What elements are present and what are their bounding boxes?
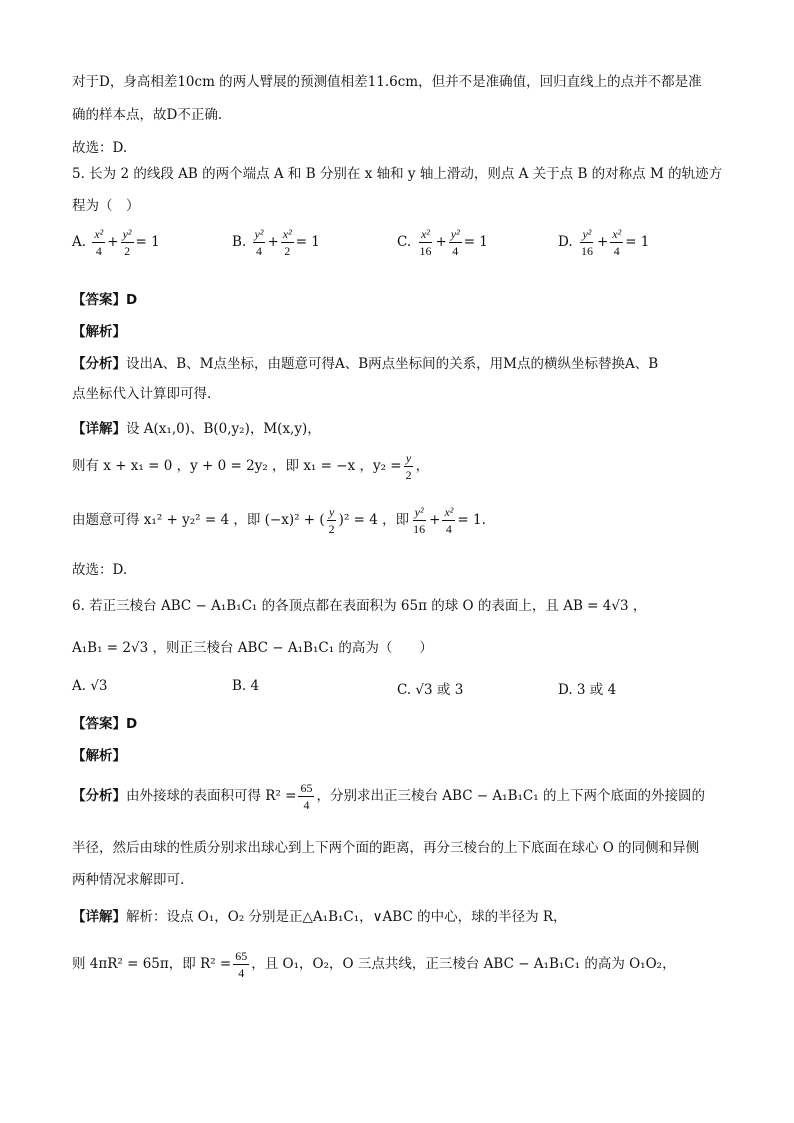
detail-line-2: 则有 x + x₁ = 0 ，y + 0 = 2y₂ ，即 x₁ = −x ，y₂ = $\frac{y}{2}$ ，	[72, 451, 430, 482]
numerator: x²	[420, 227, 430, 241]
denominator: 2	[284, 244, 291, 258]
fenxi-tag: 【分析】	[72, 356, 126, 372]
denominator: 16	[413, 522, 426, 536]
equation-rhs: = 1	[463, 234, 488, 250]
numerator: y	[405, 451, 412, 465]
option-c: C. $\frac{\text{x²}}{16}$ + $\frac{\text{y²}}{4}$ = 1	[397, 227, 488, 258]
fenxi-text: 由外接球的表面积可得 R² =	[126, 788, 297, 804]
option-d: D. $\frac{\text{y²}}{16}$ + $\frac{\text{x²}}{4}$ = 1	[558, 227, 650, 258]
fraction	[298, 782, 314, 811]
fraction	[233, 950, 249, 979]
fenxi-line-cont: 两种情况求解即可.	[72, 872, 185, 888]
denominator: 4	[613, 244, 620, 258]
option-a: A. √3	[72, 678, 108, 694]
fraction	[442, 506, 455, 535]
choose-line: 故选：D.	[72, 562, 128, 578]
fenxi-text: ，分别求出正三棱台 ABC − A₁B₁C₁ 的上下两个底面的外接圆的	[316, 788, 705, 804]
numerator: y	[329, 505, 335, 519]
equation-rhs: = 1	[625, 234, 650, 250]
equation-rhs: = 1	[295, 234, 320, 250]
detail-text: 则 4πR² = 65π，即 R² =	[72, 956, 232, 972]
denominator: 16	[419, 244, 432, 258]
denominator: 2	[124, 244, 131, 258]
fenxi-line	[72, 782, 705, 811]
denominator: 4	[445, 522, 452, 536]
detail-text: ，且 O₁，O₂，O 三点共线，正三棱台 ABC − A₁B₁C₁ 的高为 O₁O₂，	[251, 956, 676, 972]
detail-tag: 【详解】	[72, 421, 126, 437]
detail-line-2	[72, 950, 676, 979]
denominator: 4	[452, 244, 459, 258]
fraction	[404, 452, 414, 481]
option-a: A. $\frac{\text{x²}}{4}$ + $\frac{\text{y²}}{2}$ = 1	[72, 227, 160, 258]
numerator: x²	[282, 227, 292, 241]
fraction	[579, 228, 595, 257]
denominator: 4	[255, 244, 262, 258]
fenxi-line	[72, 352, 658, 372]
question-5-stem-cont: 程为（ ）	[72, 198, 140, 214]
option-label: D.	[558, 234, 573, 250]
answer-label: 【答案】D	[72, 292, 138, 308]
numerator: 65	[300, 781, 313, 795]
option-d: D. 3 或 4	[558, 682, 617, 698]
detail-text: )² = 4 ，即	[338, 512, 410, 528]
fraction	[411, 506, 427, 535]
fraction	[610, 228, 623, 257]
denominator: 16	[580, 244, 593, 258]
detail-text: 则有 x + x₁ = 0 ，y + 0 = 2y₂ ，即 x₁ = −x ，y₂ =	[72, 458, 402, 474]
denominator: 2	[328, 522, 335, 536]
numerator: x²	[94, 227, 104, 241]
analysis-label: 【解析】	[72, 748, 126, 764]
fenxi-line-cont: 半径，然后由球的性质分别求出球心到上下两个面的距离，再分三棱台的上下底面在球心 O 的同侧和异侧	[72, 840, 700, 856]
denominator: 4	[238, 966, 245, 980]
numerator: y²	[122, 227, 132, 241]
detail-text: 设 A(x₁,0)、B(0,y₂)，M(x,y)，	[126, 421, 321, 437]
numerator: x²	[444, 505, 454, 519]
question-5-stem: 5. 长为 2 的线段 AB 的两个端点 A 和 B 分别在 x 轴和 y 轴上滑动，则点 A 关于点 B 的对称点 M 的轨迹方	[72, 166, 723, 182]
fenxi-tag: 【分析】	[72, 788, 126, 804]
numerator: y²	[414, 505, 424, 519]
detail-text: 解析：设点 O₁，O₂ 分别是正△A₁B₁C₁，∨ABC 的中心，球的半径为 R，	[126, 909, 567, 925]
detail-line	[72, 417, 321, 437]
detail-line	[72, 905, 567, 925]
fraction	[449, 228, 462, 257]
option-c: C. √3 或 3	[397, 682, 464, 698]
detail-text: = 1.	[457, 512, 486, 528]
numerator: y²	[450, 227, 460, 241]
detail-tag: 【详解】	[72, 909, 126, 925]
detail-line-3: 由题意可得 x₁² + y₂² = 4 ，即 (−x)² + ( $\frac{y}{2}$ )² = 4 ，即 $\frac{\text{y²}}{16}$ + $\frac{\text{x²}}{4}$ = 1.	[72, 505, 486, 536]
fraction	[327, 506, 337, 535]
option-label: A.	[72, 234, 87, 250]
fraction	[417, 228, 433, 257]
numerator: y²	[254, 227, 264, 241]
fraction	[92, 228, 105, 257]
option-label: B.	[232, 234, 247, 250]
fenxi-line-cont: 点坐标代入计算即可得.	[72, 386, 212, 402]
numerator: x²	[612, 227, 622, 241]
paragraph-line: 对于D，身高相差10cm 的两人臂展的预测值相差11.6cm，但并不是准确值，回归直线上的点并不都是准	[72, 74, 702, 90]
option-b: B. $\frac{\text{y²}}{4}$ + $\frac{\text{x²}}{2}$ = 1	[232, 227, 320, 258]
paragraph-line: 确的样本点，故D不正确.	[72, 107, 223, 123]
option-label: C.	[397, 234, 412, 250]
fraction	[281, 228, 294, 257]
fraction	[253, 228, 266, 257]
denominator: 4	[303, 798, 310, 812]
denominator: 4	[95, 244, 102, 258]
fenxi-text: 设出A、B、M点坐标，由题意可得A、B两点坐标间的关系，用M点的横纵坐标替换A、B	[126, 356, 659, 372]
fraction	[121, 228, 134, 257]
numerator: 65	[235, 949, 248, 963]
option-b: B. 4	[232, 678, 260, 694]
denominator: 2	[405, 468, 412, 482]
numerator: y²	[582, 227, 592, 241]
question-6-stem: 6. 若正三棱台 ABC − A₁B₁C₁ 的各顶点都在表面积为 65π 的球 O 的表面上，且 AB = 4√3 ，	[72, 598, 647, 614]
analysis-label: 【解析】	[72, 324, 126, 340]
answer-label: 【答案】D	[72, 716, 138, 732]
equation-rhs: = 1	[135, 234, 160, 250]
question-6-stem-cont: A₁B₁ = 2√3 ，则正三棱台 ABC − A₁B₁C₁ 的高为（ ）	[72, 640, 433, 656]
detail-text: 由题意可得 x₁² + y₂² = 4 ，即 (−x)² + (	[72, 512, 325, 528]
choose-line: 故选：D.	[72, 140, 128, 156]
